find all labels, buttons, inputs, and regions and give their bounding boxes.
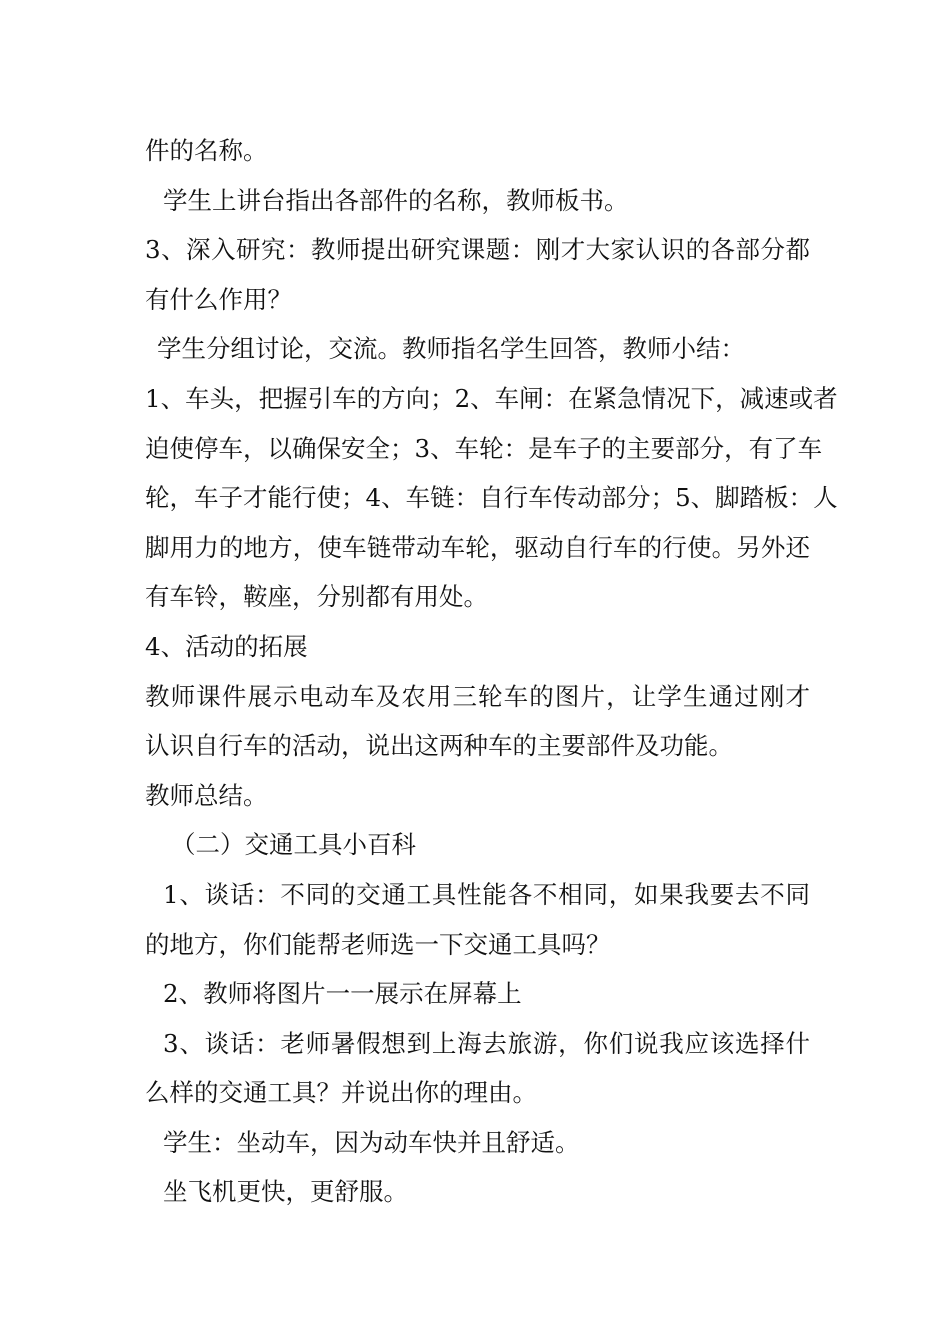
paragraph-line: 学生上讲台指出各部件的名称，教师板书。 bbox=[163, 185, 629, 215]
paragraph-line: 1、谈话：不同的交通工具性能各不相同，如果我要去不同 bbox=[163, 879, 810, 909]
document-body bbox=[145, 126, 838, 1217]
paragraph-line: 件的名称。 bbox=[145, 136, 268, 165]
paragraph-line: 迫使停车，以确保安全；3、车轮：是车子的主要部分，有了车 bbox=[145, 433, 823, 463]
paragraph-line: 2、教师将图片一一展示在屏幕上 bbox=[163, 979, 522, 1009]
section-heading: （二）交通工具小百科 bbox=[171, 830, 416, 860]
paragraph-line: 教师课件展示电动车及农用三轮车的图片，让学生通过刚才 bbox=[145, 681, 810, 711]
paragraph-line: 轮，车子才能行使；4、车链：自行车传动部分；5、脚踏板：人 bbox=[145, 483, 838, 513]
paragraph-line: 3、深入研究：教师提出研究课题：刚才大家认识的各部分都 bbox=[145, 235, 810, 265]
paragraph-line: 教师总结。 bbox=[145, 780, 268, 810]
paragraph-line: 的地方，你们能帮老师选一下交通工具吗？ bbox=[145, 929, 611, 959]
paragraph-line: 有什么作用？ bbox=[145, 284, 292, 314]
paragraph-line: 学生分组讨论，交流。教师指名学生回答，教师小结： bbox=[157, 334, 745, 364]
paragraph-line: 坐飞机更快，更舒服。 bbox=[163, 1177, 408, 1207]
paragraph-line: 么样的交通工具？并说出你的理由。 bbox=[145, 1078, 537, 1108]
paragraph-line: 认识自行车的活动，说出这两种车的主要部件及功能。 bbox=[145, 731, 733, 761]
paragraph-line: 学生：坐动车，因为动车快并且舒适。 bbox=[163, 1127, 580, 1157]
section-heading: 4、活动的拓展 bbox=[145, 631, 308, 661]
paragraph-line: 3、谈话：老师暑假想到上海去旅游，你们说我应该选择什 bbox=[163, 1028, 810, 1058]
paragraph-line: 脚用力的地方，使车链带动车轮，驱动自行车的行使。另外还 bbox=[145, 532, 810, 562]
paragraph-line: 1、车头，把握引车的方向；2、车闸：在紧急情况下，减速或者 bbox=[145, 383, 838, 413]
paragraph-line: 有车铃，鞍座，分别都有用处。 bbox=[145, 582, 488, 612]
